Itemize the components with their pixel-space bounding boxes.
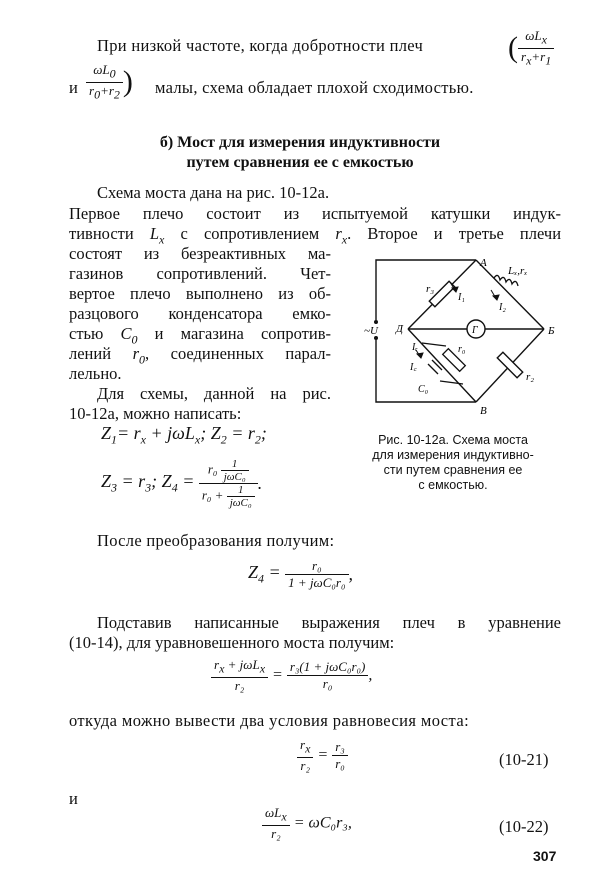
node-a-label: А bbox=[480, 257, 487, 269]
node-v-label: В bbox=[480, 405, 487, 417]
symbol-Lx: $L_x$ bbox=[149, 224, 165, 247]
i2-label: I₂ bbox=[499, 302, 506, 313]
paragraph-2-line-2: тивности $L_x$ с сопротивлением $r_x$. Второе и третье плечи bbox=[69, 224, 562, 247]
paragraph-3-line-1: Для схемы, данной на рис. bbox=[97, 384, 331, 403]
inductor-lx bbox=[494, 275, 518, 286]
intro-line-1-text: При низкой частоте, когда добротности плеч bbox=[97, 36, 424, 55]
lx-rx-label: Lₓ,rₓ bbox=[508, 265, 528, 277]
r3-label: r₃ bbox=[426, 283, 435, 295]
caption-line-2: для измерения индуктивно- bbox=[372, 448, 534, 462]
symbol-rx: $r_x$ bbox=[335, 224, 348, 247]
equation-10-21: $\frac{r_x}{\text{r₂}}$ = $\frac{\text{r₃}}{\text{r₀}}$ bbox=[297, 737, 348, 774]
q2-fraction: $\frac{\omega L_0}{r_0+r_2}$ ) bbox=[86, 62, 133, 102]
substitution-line-2: (10-14), для уравновешенного моста получим: bbox=[69, 633, 395, 652]
paragraph-2-line-9: лельно. bbox=[69, 364, 122, 383]
substitution-line-1: Подставив написанные выражения плеч в уравнение bbox=[97, 613, 561, 632]
paragraph-2-line-5: вертое плечо выполнено из об- bbox=[69, 284, 331, 303]
capacitor-c0-plate-2 bbox=[432, 360, 442, 370]
equation-number-10-22: (10-22) bbox=[499, 817, 549, 836]
intro-line-2-prefix: и bbox=[69, 78, 78, 97]
equation-number-10-21: (10-21) bbox=[499, 750, 549, 769]
paragraph-2-line-1: Первое плечо состоит из испытуемой катушки индук- bbox=[69, 204, 561, 223]
source-terminal-top bbox=[374, 320, 378, 324]
caption-line-1: Рис. 10-12а. Схема моста bbox=[378, 433, 528, 447]
caption-line-3: сти путем сравнения ее bbox=[383, 463, 523, 477]
symbol-r0: $r_0$ bbox=[132, 344, 145, 367]
parallel-link-2 bbox=[440, 381, 463, 384]
page-number: 307 bbox=[533, 848, 557, 864]
section-heading-line-2: путем сравнения ее с емкостью bbox=[186, 154, 414, 171]
node-d-label: Д bbox=[396, 323, 403, 335]
c0-label: C₀ bbox=[418, 384, 429, 395]
equation-10-22: $\frac{\omega L_x}{\text{r₂}}$ = ωC₀r₃, bbox=[262, 805, 352, 842]
equation-z3-z4: $Z_3 = r_3$; $Z_4$ = r₀ $\frac{1}{\text{jωC₀}}$ r₀ + $\frac{1}{\text{jωC₀}}$ . bbox=[101, 458, 263, 509]
node-b-label: Б bbox=[548, 325, 555, 337]
figure-caption bbox=[338, 433, 568, 493]
intro-line-2: малы, схема обладает плохой сходимостью. bbox=[155, 78, 474, 97]
equation-z1-z2: $Z_1= r_x + j\omega L_x$; $Z_2 = r_2$; bbox=[101, 423, 267, 447]
after-transform-text: После преобразования получим: bbox=[97, 531, 335, 550]
bridge-circuit-diagram bbox=[366, 252, 566, 422]
paragraph-2-line-7: стью $C_0$ и магазина сопротив- bbox=[69, 324, 331, 347]
galvanometer-label: Г bbox=[472, 325, 478, 336]
paragraph-2-line-6: разцового конденсатора емко- bbox=[69, 304, 331, 323]
conditions-line: откуда можно вывести два условия равновесия моста: bbox=[69, 711, 470, 730]
source-label: ~U bbox=[364, 325, 378, 337]
section-heading-line-1: б) Мост для измерения индуктивности bbox=[159, 134, 441, 151]
equation-z4-result: $Z_4$ = $\frac{\text{r₀}}{\text{1 + jωC₀r₀}}$ , bbox=[248, 558, 354, 590]
intro-line-1 bbox=[97, 36, 423, 56]
paragraph-1: Схема моста дана на рис. 10-12а. bbox=[97, 183, 330, 202]
ic-label: I꜀ bbox=[410, 362, 417, 373]
paragraph-3-line-2: 10-12а, можно написать: bbox=[69, 404, 242, 423]
r0-label: r₀ bbox=[458, 344, 466, 355]
paragraph-2-line-3: состоят из безреактивных ма- bbox=[69, 244, 331, 263]
symbol-C0: $C_0$ bbox=[120, 324, 138, 347]
ir-label: Iᵣ bbox=[412, 342, 418, 353]
q1-fraction: ( $\frac{\omega L_x}{r_x+r_1}$ bbox=[508, 28, 554, 68]
r2-label: r₂ bbox=[526, 371, 535, 383]
paragraph-2-line-4: газинов сопротивлений. Чет- bbox=[69, 264, 331, 283]
equation-balance: $\frac{r_x + j\omega L_x}{\text{r₂}}$ = $\frac{\text{r₃(1 + jωC₀r₀)}}{\text{r₀}}$ , bbox=[211, 657, 372, 694]
i1-label: I₁ bbox=[458, 292, 465, 303]
paragraph-2-line-8: лений $r_0$, соединенных парал- bbox=[69, 344, 332, 367]
and-word: и bbox=[69, 789, 78, 808]
caption-line-4: с емкостью. bbox=[418, 478, 488, 492]
capacitor-c0-plate-1 bbox=[428, 364, 438, 374]
parallel-link-1 bbox=[422, 343, 446, 346]
